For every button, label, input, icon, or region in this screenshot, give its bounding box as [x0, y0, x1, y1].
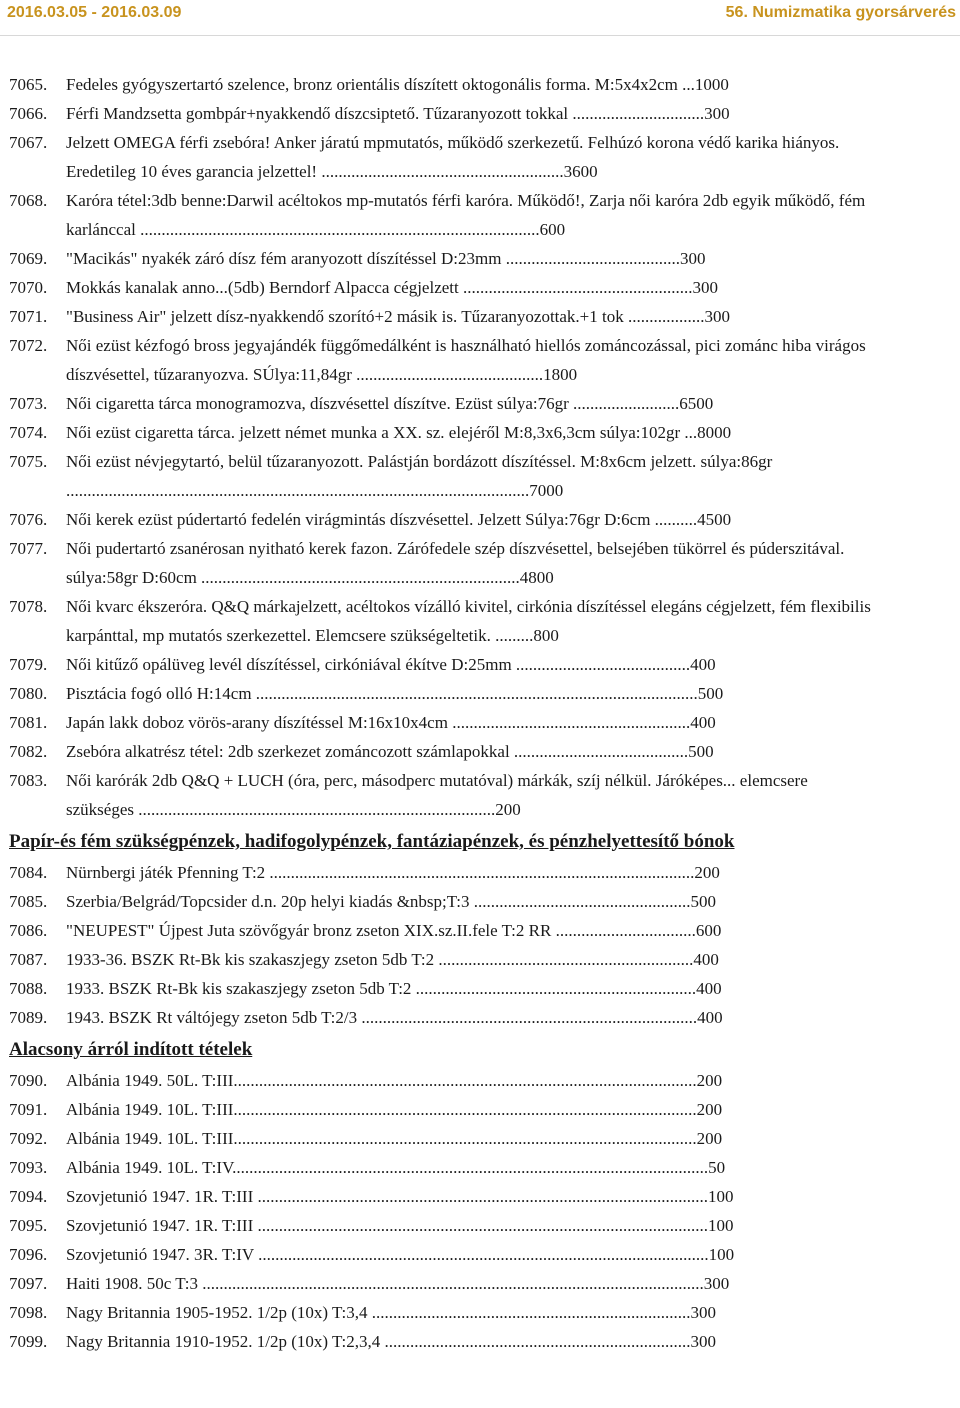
- lot-number: 7086.: [9, 921, 48, 940]
- lot-description: Női ezüst névjegytartó, belül tűzaranyozott. Palástján bordázott díszítéssel. M:8x6cm jelzett. súlya:86gr .............................................................................................................7000: [66, 452, 773, 500]
- lot-item: [0, 708, 960, 737]
- lot-number: 7067.: [9, 133, 48, 152]
- lot-item: [0, 418, 960, 447]
- lot-item: [0, 1066, 960, 1095]
- lot-description: Szovjetunió 1947. 1R. T:III ..........................................................................................................100: [66, 1216, 734, 1235]
- page-header: [0, 0, 960, 36]
- lot-description: Női ezüst kézfogó bross jegyajándék függőmedálként is használható hiellós zománcozással, pici zománc hiba virágos díszvésettel, tűzaranyozva. SÚlya:11,84gr ............................................1800: [66, 336, 866, 384]
- lot-number: 7074.: [9, 423, 48, 442]
- lot-item: [0, 1327, 960, 1356]
- lot-item: [0, 650, 960, 679]
- lot-number: 7096.: [9, 1245, 48, 1264]
- lot-item: [0, 592, 960, 650]
- lot-number: 7085.: [9, 892, 48, 911]
- header-auction-title: 56. Numizmatika gyorsárverés: [725, 4, 956, 21]
- lot-item: [0, 389, 960, 418]
- lot-number: 7081.: [9, 713, 48, 732]
- lot-number: 7066.: [9, 104, 48, 123]
- lot-number: 7068.: [9, 191, 48, 210]
- lot-number: 7099.: [9, 1332, 48, 1351]
- lot-description: Albánia 1949. 10L. T:IV................................................................................................................50: [66, 1158, 726, 1177]
- lot-description: Női cigaretta tárca monogramozva, díszvésettel díszítve. Ezüst súlya:76gr .........................6500: [66, 394, 714, 413]
- lot-item: [0, 1298, 960, 1327]
- lot-description: Jelzett OMEGA férfi zsebóra! Anker járatú mpmutatós, működő szerkezetű. Felhúzó korona védő karika hiányos. Eredetileg 10 éves garancia jelzettel! .........................................................3600: [66, 133, 840, 181]
- lot-item: [0, 679, 960, 708]
- lot-description: Albánia 1949. 10L. T:III.............................................................................................................200: [66, 1100, 723, 1119]
- lot-item: [0, 244, 960, 273]
- lot-description: Albánia 1949. 10L. T:III.............................................................................................................200: [66, 1129, 723, 1148]
- lot-number: 7071.: [9, 307, 48, 326]
- lot-description: Női kerek ezüst púdertartó fedelén virágmintás díszvésettel. Jelzett Súlya:76gr D:6cm ..........4500: [66, 510, 732, 529]
- lot-description: "Macikás" nyakék záró dísz fém aranyozott díszítéssel D:23mm .........................................300: [66, 249, 706, 268]
- lot-item: [0, 858, 960, 887]
- lot-number: 7088.: [9, 979, 48, 998]
- lot-number: 7098.: [9, 1303, 48, 1322]
- lot-item: [0, 1240, 960, 1269]
- lot-description: Női karórák 2db Q&Q + LUCH (óra, perc, másodperc mutatóval) márkák, szíj nélkül. Járóképes... elemcsere szükséges ....................................................................................200: [66, 771, 808, 819]
- lot-number: 7097.: [9, 1274, 48, 1293]
- lot-item: [0, 273, 960, 302]
- lot-number: 7090.: [9, 1071, 48, 1090]
- lot-description: Női kvarc ékszeróra. Q&Q márkajelzett, acéltokos vízálló kivitel, cirkónia díszítéssel elegáns cégjelzett, fém flexibilis karpánttal, mp mutatós szerkezettel. Elemcsere szükségeltetik. .........800: [66, 597, 871, 645]
- lot-number: 7080.: [9, 684, 48, 703]
- lot-number: 7084.: [9, 863, 48, 882]
- lot-description: Nagy Britannia 1910-1952. 1/2p (10x) T:2,3,4 ........................................................................300: [66, 1332, 716, 1351]
- lot-number: 7076.: [9, 510, 48, 529]
- lot-description: Szerbia/Belgrád/Topcsider d.n. 20p helyi kiadás &nbsp;T:3 ...................................................500: [66, 892, 717, 911]
- lot-number: 7091.: [9, 1100, 48, 1119]
- lot-description: Zsebóra alkatrész tétel: 2db szerkezet zománcozott számlapokkal .........................................500: [66, 742, 714, 761]
- lot-description: Mokkás kanalak anno...(5db) Berndorf Alpacca cégjelzett ......................................................300: [66, 278, 718, 297]
- lot-description: Női ezüst cigaretta tárca. jelzett német munka a XX. sz. elejéről M:8,3x6,3cm súlya:102gr ...8000: [66, 423, 732, 442]
- lot-item: [0, 1211, 960, 1240]
- lot-number: 7093.: [9, 1158, 48, 1177]
- lot-description: Haiti 1908. 50c T:3 ......................................................................................................................300: [66, 1274, 730, 1293]
- lot-description: Női kitűző opálüveg levél díszítéssel, cirkóniával ékítve D:25mm .........................................400: [66, 655, 716, 674]
- lot-number: 7069.: [9, 249, 48, 268]
- header-date-range: 2016.03.05 - 2016.03.09: [7, 4, 182, 21]
- lot-description: Nürnbergi játék Pfenning T:2 ....................................................................................................200: [66, 863, 720, 882]
- lot-number: 7087.: [9, 950, 48, 969]
- lot-number: 7083.: [9, 771, 48, 790]
- lot-number: 7094.: [9, 1187, 48, 1206]
- lot-number: 7095.: [9, 1216, 48, 1235]
- lot-description: Japán lakk doboz vörös-arany díszítéssel M:16x10x4cm ........................................................400: [66, 713, 716, 732]
- lot-item: [0, 887, 960, 916]
- lot-number: 7073.: [9, 394, 48, 413]
- lot-item: [0, 505, 960, 534]
- lot-number: 7082.: [9, 742, 48, 761]
- lot-description: Karóra tétel:3db benne:Darwil acéltokos mp-mutatós férfi karóra. Működő!, Zarja női karóra 2db egyik működő, fém karlánccal ..............................................................................................600: [66, 191, 866, 239]
- lot-number: 7072.: [9, 336, 48, 355]
- lot-number: 7079.: [9, 655, 48, 674]
- lot-number: 7075.: [9, 452, 48, 471]
- section-heading: Alacsony árról indított tételek: [9, 1039, 253, 1060]
- lot-description: Fedeles gyógyszertartó szelence, bronz orientális díszített oktogonális forma. M:5x4x2cm ...1000: [66, 75, 729, 94]
- lot-description: Szovjetunió 1947. 3R. T:IV ..........................................................................................................100: [66, 1245, 735, 1264]
- lot-number: 7092.: [9, 1129, 48, 1148]
- lot-item: [0, 534, 960, 592]
- section-heading: Papír-és fém szükségpénzek, hadifogolypénzek, fantáziapénzek, és pénzhelyettesítő bónok: [9, 831, 735, 852]
- lot-item: [0, 1269, 960, 1298]
- lot-description: Albánia 1949. 50L. T:III.............................................................................................................200: [66, 1071, 723, 1090]
- lot-item: [0, 1182, 960, 1211]
- lot-item: [0, 1124, 960, 1153]
- lot-item: [0, 447, 960, 505]
- lot-item: [0, 70, 960, 99]
- lot-item: [0, 1153, 960, 1182]
- lot-item: [0, 1003, 960, 1032]
- lot-item: [0, 945, 960, 974]
- lot-description: "Business Air" jelzett dísz-nyakkendő szorító+2 másik is. Tűzaranyozottak.+1 tok ..................300: [66, 307, 730, 326]
- lot-item: [0, 128, 960, 186]
- lot-description: Férfi Mandzsetta gombpár+nyakkendő díszcsiptető. Tűzaranyozott tokkal ...............................300: [66, 104, 730, 123]
- lot-number: 7089.: [9, 1008, 48, 1027]
- lot-item: [0, 737, 960, 766]
- lot-item: [0, 766, 960, 824]
- lot-description: 1943. BSZK Rt váltójegy zseton 5db T:2/3 ...............................................................................400: [66, 1008, 723, 1027]
- lot-description: Szovjetunió 1947. 1R. T:III ..........................................................................................................100: [66, 1187, 734, 1206]
- lot-number: 7065.: [9, 75, 48, 94]
- lot-item: [0, 916, 960, 945]
- lot-description: Nagy Britannia 1905-1952. 1/2p (10x) T:3,4 ...........................................................................300: [66, 1303, 716, 1322]
- lot-list: [0, 70, 960, 1356]
- lot-item: [0, 1095, 960, 1124]
- lot-item: [0, 974, 960, 1003]
- lot-number: 7070.: [9, 278, 48, 297]
- lot-item: [0, 302, 960, 331]
- lot-item: [0, 186, 960, 244]
- lot-description: 1933. BSZK Rt-Bk kis szakaszjegy zseton 5db T:2 ..................................................................400: [66, 979, 722, 998]
- lot-item: [0, 99, 960, 128]
- lot-description: "NEUPEST" Újpest Juta szövőgyár bronz zseton XIX.sz.II.fele T:2 RR .................................600: [66, 921, 722, 940]
- lot-item: [0, 331, 960, 389]
- lot-description: Női pudertartó zsanérosan nyitható kerek fazon. Zárófedele szép díszvésettel, belsejében tükörrel és púderszitával. súlya:58gr D:60cm ...........................................................................4800: [66, 539, 845, 587]
- lot-description: 1933-36. BSZK Rt-Bk kis szakaszjegy zseton 5db T:2 ............................................................400: [66, 950, 719, 969]
- lot-description: Pisztácia fogó olló H:14cm ........................................................................................................500: [66, 684, 724, 703]
- lot-number: 7077.: [9, 539, 48, 558]
- lot-number: 7078.: [9, 597, 48, 616]
